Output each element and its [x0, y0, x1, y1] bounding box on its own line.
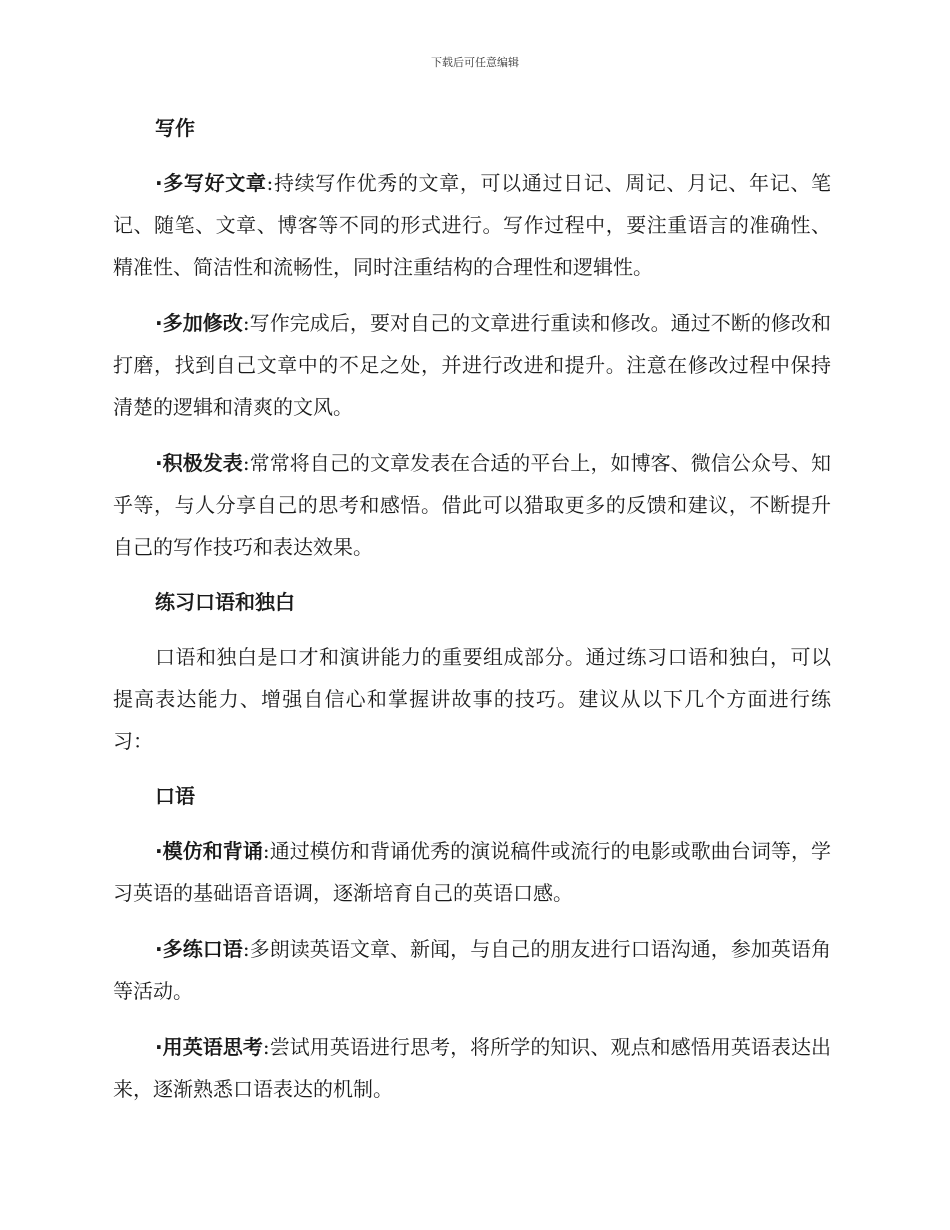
- item-colon: :: [242, 311, 250, 335]
- bullet-icon: ·: [155, 171, 163, 195]
- list-item: [113, 1026, 831, 1110]
- item-colon: :: [266, 171, 274, 195]
- bullet-icon: ·: [155, 311, 163, 335]
- item-text: 多朗读英语文章、新闻，与自己的朋友进行口语沟通，参加英语角等活动。: [113, 937, 832, 1003]
- list-item: [113, 830, 831, 914]
- item-term: 多写好文章: [162, 171, 267, 195]
- section-heading-writing: 写作: [155, 116, 195, 140]
- bullet-icon: ·: [155, 451, 163, 475]
- bullet-icon: ·: [155, 839, 163, 863]
- item-text: 常常将自己的文章发表在合适的平台上，如博客、微信公众号、知乎等，与人分享自己的思考和感悟。借此可以猎取更多的反馈和建议，不断提升自己的写作技巧和表达效果。: [113, 451, 832, 559]
- list-item: [113, 162, 831, 288]
- list-item: [113, 928, 831, 1012]
- bullet-icon: ·: [155, 937, 163, 961]
- section-heading-speaking: 口语: [155, 784, 195, 808]
- item-term: 积极发表: [162, 451, 243, 475]
- item-term: 多练口语: [162, 937, 243, 961]
- bullet-icon: ·: [155, 1035, 163, 1059]
- document-body: [113, 108, 831, 1124]
- item-text: 通过模仿和背诵优秀的演说稿件或流行的电影或歌曲台词等，学习英语的基础语音语调，逐渐培育自己的英语口感。: [113, 839, 832, 905]
- item-colon: :: [262, 1035, 270, 1059]
- list-item: [113, 442, 831, 568]
- list-item: [113, 302, 831, 428]
- item-text: 持续写作优秀的文章，可以通过日记、周记、月记、年记、笔记、随笔、文章、博客等不同的形式进行。写作过程中，要注重语言的准确性、精准性、简洁性和流畅性，同时注重结构的合理性和逻辑性。: [113, 171, 832, 279]
- section-heading-oral: 练习口语和独白: [155, 590, 295, 614]
- item-text: 尝试用英语进行思考，将所学的知识、观点和感悟用英语表达出来，逐渐熟悉口语表达的机制。: [113, 1035, 832, 1101]
- item-colon: :: [242, 937, 250, 961]
- item-colon: :: [242, 451, 250, 475]
- item-text: 写作完成后，要对自己的文章进行重读和修改。通过不断的修改和打磨，找到自己文章中的不足之处，并进行改进和提升。注意在修改过程中保持清楚的逻辑和清爽的文风。: [113, 311, 832, 419]
- intro-paragraph: 口语和独白是口才和演讲能力的重要组成部分。通过练习口语和独白，可以提高表达能力、增强自信心和掌握讲故事的技巧。建议从以下几个方面进行练习：: [113, 645, 831, 753]
- item-term: 模仿和背诵: [162, 839, 263, 863]
- item-colon: :: [262, 839, 270, 863]
- header-note: 下载后可任意编辑: [431, 56, 519, 69]
- item-term: 用英语思考: [162, 1035, 263, 1059]
- item-term: 多加修改: [162, 311, 243, 335]
